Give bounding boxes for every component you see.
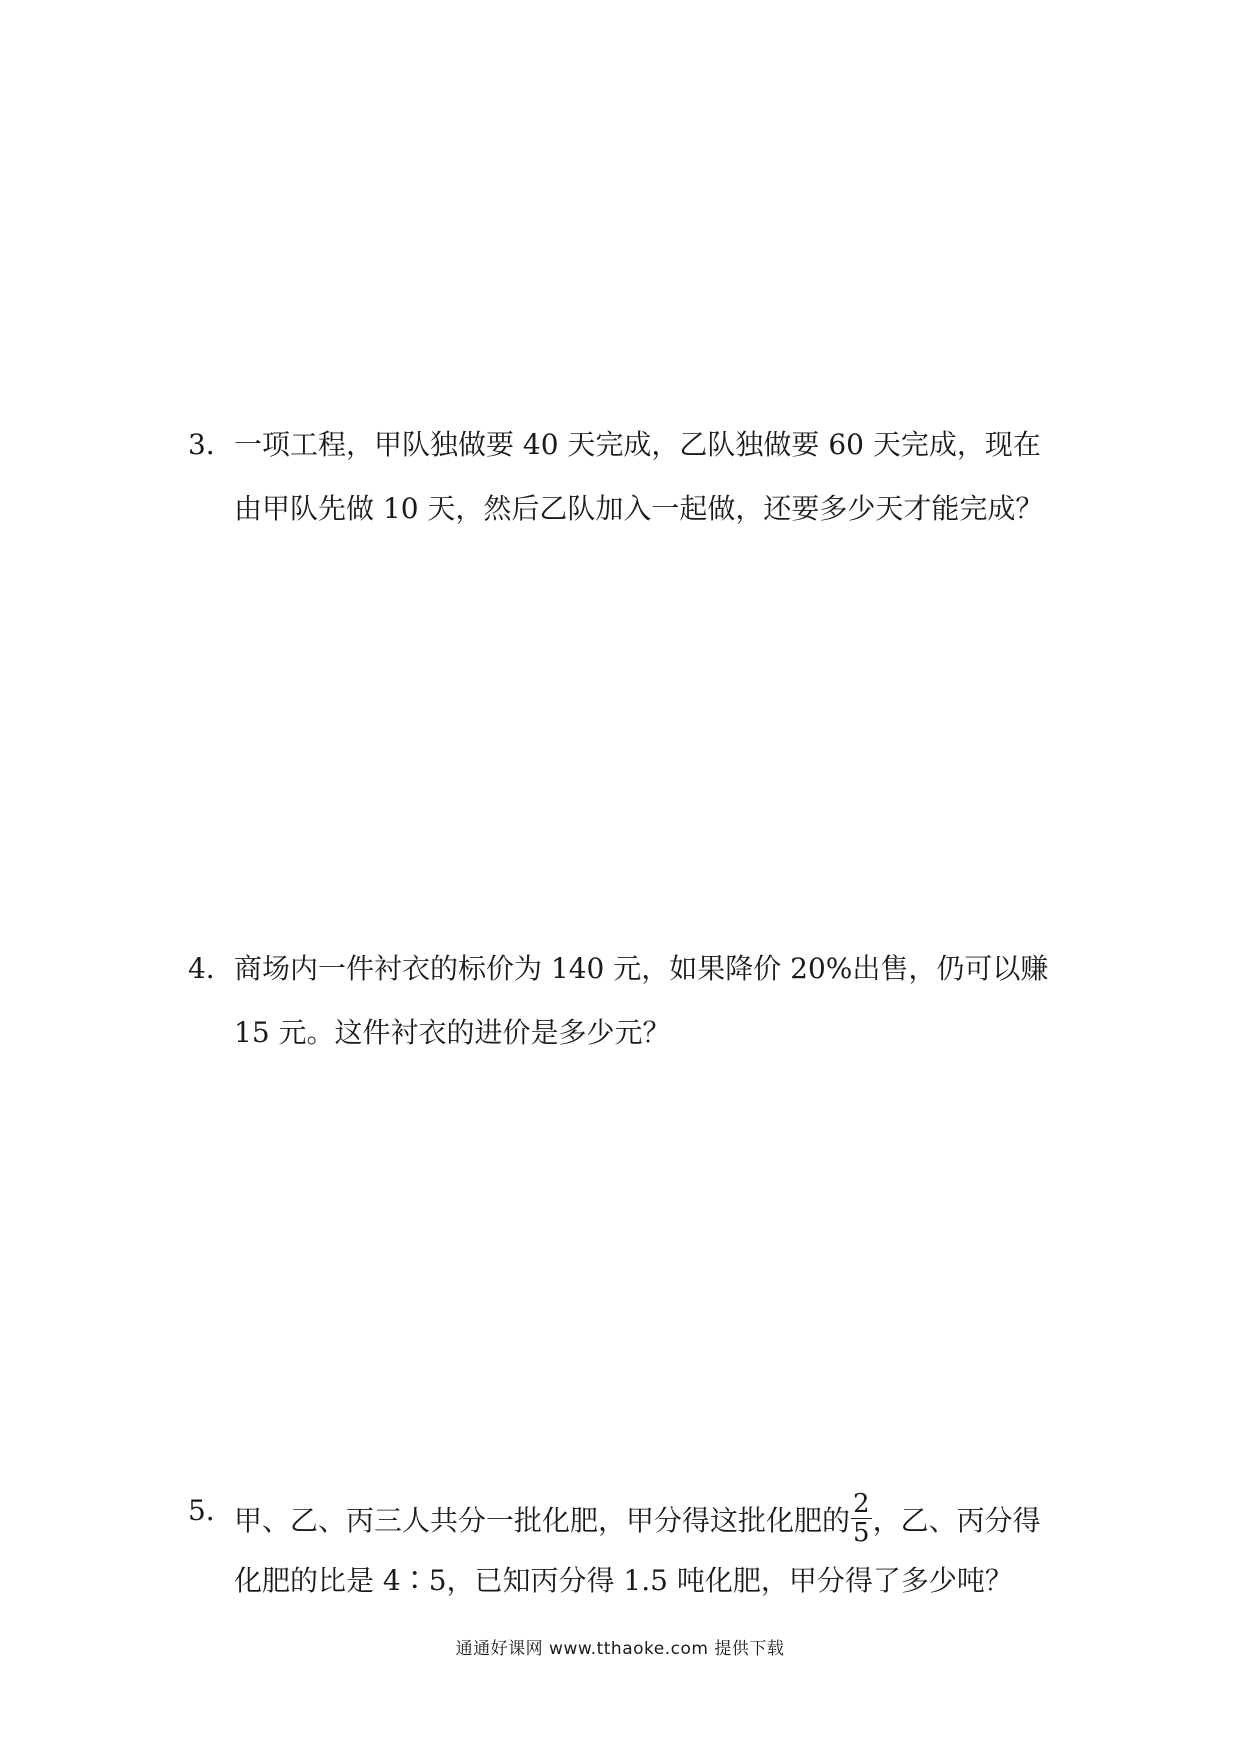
problem-number: 3．: [188, 428, 234, 461]
text-after-fraction: ，乙、丙分得: [872, 1504, 1041, 1537]
problem-text-line-2: 化肥的比是 4∶5，已知丙分得 1.5 吨化肥，甲分得了多少吨？: [234, 1564, 1013, 1597]
problem-text-line-1: 一项工程，甲队独做要 40 天完成，乙队独做要 60 天完成，现在: [234, 428, 1041, 461]
fraction-two-fifths: [851, 1490, 872, 1547]
footer-source-note: 通通好课网 www.tthaoke.com 提供下载: [455, 1639, 785, 1659]
problem-number: 4．: [188, 952, 234, 985]
problem-text-line-2: 由甲队先做 10 天，然后乙队加入一起做，还要多少天才能完成？: [234, 492, 1044, 525]
text-before-fraction: 甲、乙、丙三人共分一批化肥，甲分得这批化肥的: [234, 1504, 851, 1537]
fraction-denominator: 5: [853, 1518, 870, 1548]
problem-text-line-1: [234, 1489, 1041, 1551]
problem-text-line-2: 15 元。这件衬衣的进价是多少元？: [234, 1016, 671, 1049]
problem-number: 5．: [188, 1494, 234, 1527]
fraction-numerator: 2: [853, 1489, 870, 1519]
problem-text-line-1: 商场内一件衬衣的标价为 140 元，如果降价 20%出售，仍可以赚: [234, 952, 1049, 985]
